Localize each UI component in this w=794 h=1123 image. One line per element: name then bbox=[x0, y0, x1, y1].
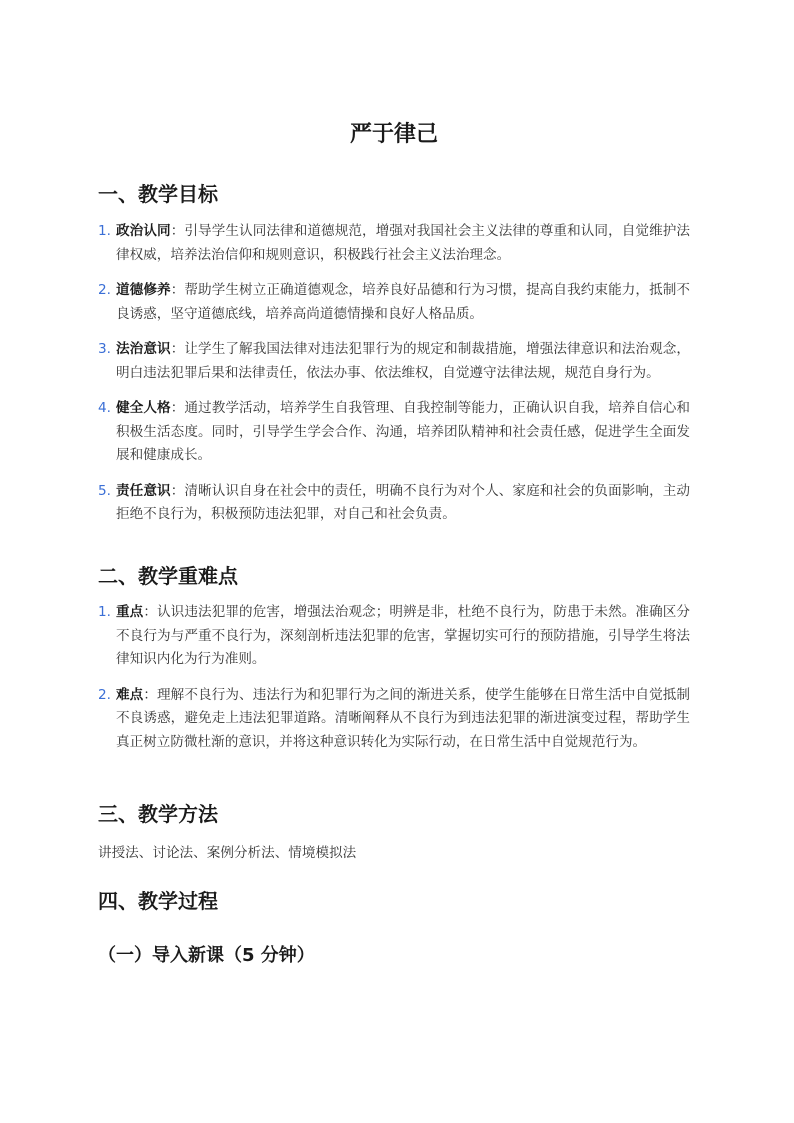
list-item-text: 让学生了解我国法律对违法犯罪行为的规定和制裁措施，增强法律意识和法治观念，明白违法犯罪后果和法律责任，依法办事、依法维权，自觉遵守法律法规，规范自身行为。 bbox=[116, 341, 691, 381]
section-heading-teaching-methods: 三、教学方法 bbox=[98, 802, 218, 826]
list-item-term: 责任意识 bbox=[116, 482, 171, 499]
section-heading-teaching-goals: 一、教学目标 bbox=[98, 182, 218, 206]
list-item bbox=[98, 279, 690, 326]
list-item-text: 引导学生认同法律和道德规范，增强对我国社会主义法律的尊重和认同，自觉维护法律权威，培养法治信仰和规则意识，积极践行社会主义法治理念。 bbox=[116, 223, 691, 263]
document-title: 严于律己 bbox=[349, 122, 438, 147]
list-item-term: 健全人格 bbox=[116, 400, 171, 416]
list-item-number: 1. bbox=[98, 604, 111, 620]
key-difficult-points-list bbox=[98, 601, 690, 766]
section-heading-teaching-process: 四、教学过程 bbox=[98, 889, 218, 913]
list-item-number: 2. bbox=[98, 686, 111, 703]
list-item-term: 重点 bbox=[116, 604, 144, 620]
teaching-goals-list bbox=[98, 220, 690, 539]
list-item-term: 难点 bbox=[116, 686, 144, 703]
list-item-text: 理解不良行为、违法行为和犯罪行为之间的渐进关系，使学生能够在日常生活中自觉抵制不良诱惑，避免走上违法犯罪道路。清晰阐释从不良行为到违法犯罪的渐进演变过程，帮助学生真正树立防微杜渐的意识，并将这种意识转化为实际行动，在日常生活中自觉规范行为。 bbox=[116, 686, 691, 750]
list-item-text: 清晰认识自身在社会中的责任，明确不良行为对个人、家庭和社会的负面影响，主动拒绝不良行为，积极预防违法犯罪，对自己和社会负责。 bbox=[116, 482, 691, 522]
list-item-text: 认识违法犯罪的危害，增强法治观念；明辨是非，杜绝不良行为，防患于未然。准确区分不良行为与严重不良行为，深刻剖析违法犯罪的危害，掌握切实可行的预防措施，引导学生将法律知识内化为行为准则。 bbox=[116, 604, 691, 667]
list-item bbox=[98, 601, 690, 672]
list-item-text: 帮助学生树立正确道德观念，培养良好品德和行为习惯，提高自我约束能力，抵制不良诱惑，坚守道德底线，培养高尚道德情操和良好人格品质。 bbox=[116, 282, 691, 322]
list-item-separator: ： bbox=[143, 686, 158, 703]
list-item-number: 5. bbox=[98, 482, 111, 499]
list-item bbox=[98, 338, 690, 385]
section-heading-key-difficult-points: 二、教学重难点 bbox=[98, 564, 238, 588]
list-item-separator: ： bbox=[170, 282, 185, 298]
list-item-text: 通过教学活动，培养学生自我管理、自我控制等能力，正确认识自我，培养自信心和积极生活态度。同时，引导学生学会合作、沟通，培养团队精神和社会责任感，促进学生全面发展和健康成长。 bbox=[116, 400, 691, 463]
list-item-separator: ： bbox=[170, 223, 185, 239]
list-item-number: 4. bbox=[98, 400, 111, 416]
list-item bbox=[98, 397, 690, 468]
list-item bbox=[98, 220, 690, 267]
list-item-number: 3. bbox=[98, 341, 111, 357]
list-item-separator: ： bbox=[170, 341, 185, 357]
list-item bbox=[98, 684, 690, 755]
list-item-term: 道德修养 bbox=[116, 282, 171, 298]
list-item bbox=[98, 480, 690, 527]
list-item-term: 政治认同 bbox=[116, 223, 171, 239]
list-item-term: 法治意识 bbox=[116, 341, 171, 357]
list-item-separator: ： bbox=[170, 482, 185, 499]
list-item-separator: ： bbox=[170, 400, 185, 416]
subheading-introduction: （一）导入新课（5 分钟） bbox=[98, 945, 315, 966]
list-item-separator: ： bbox=[143, 604, 158, 620]
list-item-number: 1. bbox=[98, 223, 111, 239]
teaching-methods-text: 讲授法、讨论法、案例分析法、情境模拟法 bbox=[98, 845, 357, 861]
list-item-number: 2. bbox=[98, 282, 111, 298]
